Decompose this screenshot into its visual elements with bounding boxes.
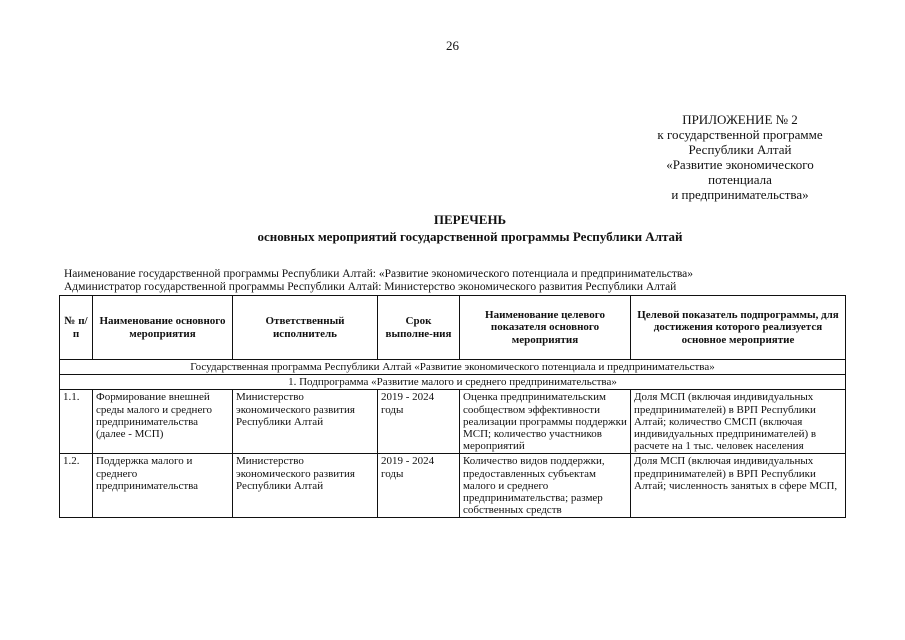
row-num: 1.1. — [60, 390, 93, 454]
appendix-line: ПРИЛОЖЕНИЕ № 2 — [682, 112, 798, 127]
row-term: 2019 - 2024 годы — [378, 390, 460, 454]
subprogram-row — [60, 375, 846, 390]
title-line-1: ПЕРЕЧЕНЬ — [433, 212, 507, 227]
appendix-line: потенциала — [708, 172, 772, 187]
appendix-block — [630, 112, 850, 202]
program-name-line: Наименование государственной программы Республики Алтай: «Развитие экономического потенциала и предпринимательства» — [64, 268, 694, 280]
header-target: Целевой показатель подпрограммы, для достижения которого реализуется основное мероприятие — [631, 296, 846, 360]
table-header-row — [60, 296, 846, 360]
document-title — [0, 211, 905, 245]
activities-table — [59, 295, 846, 518]
appendix-line: и предпринимательства» — [671, 187, 809, 202]
row-num: 1.2. — [60, 454, 93, 518]
row-executor: Министерство экономического развития Республики Алтай — [233, 390, 378, 454]
row-indicator: Количество видов поддержки, предоставленных субъектам малого и среднего предпринимательства; размер собственных средств — [460, 454, 631, 518]
row-activity-name: Формирование внешней среды малого и среднего предпринимательства (далее - МСП) — [93, 390, 233, 454]
subprogram-row-cell: 1. Подпрограмма «Развитие малого и среднего предпринимательства» — [60, 375, 846, 390]
row-executor: Министерство экономического развития Республики Алтай — [233, 454, 378, 518]
header-executor: Ответственный исполнитель — [233, 296, 378, 360]
appendix-line: к государственной программе — [657, 127, 823, 142]
header-name: Наименование основного мероприятия — [93, 296, 233, 360]
program-row-cell: Государственная программа Республики Алтай «Развитие экономического потенциала и предпринимательства» — [60, 360, 846, 375]
row-indicator: Оценка предпринимательским сообществом эффективности реализации программы поддержки МСП; количество участников мероприятий — [460, 390, 631, 454]
title-line-2: основных мероприятий государственной программы Республики Алтай — [257, 229, 683, 244]
header-term: Срок выполне-ния — [378, 296, 460, 360]
row-activity-name: Поддержка малого и среднего предпринимательства — [93, 454, 233, 518]
page-number: 26 — [446, 38, 459, 53]
appendix-line: «Развитие экономического — [666, 157, 814, 172]
header-indicator: Наименование целевого показателя основного мероприятия — [460, 296, 631, 360]
header-num: № п/п — [60, 296, 93, 360]
row-target: Доля МСП (включая индивидуальных предпринимателей) в ВРП Республики Алтай; численность занятых в сфере МСП, — [631, 454, 846, 518]
table-row — [60, 390, 846, 454]
program-row — [60, 360, 846, 375]
row-term: 2019 - 2024 годы — [378, 454, 460, 518]
administrator-line: Администратор государственной программы Республики Алтай: Министерство экономического развития Республики Алтай — [64, 281, 677, 293]
table-row — [60, 454, 846, 518]
row-target: Доля МСП (включая индивидуальных предпринимателей) в ВРП Республики Алтай; количество СМСП (включая индивидуальных предпринимателей) в расчете на 1 тыс. человек населения — [631, 390, 846, 454]
appendix-line: Республики Алтай — [688, 142, 792, 157]
